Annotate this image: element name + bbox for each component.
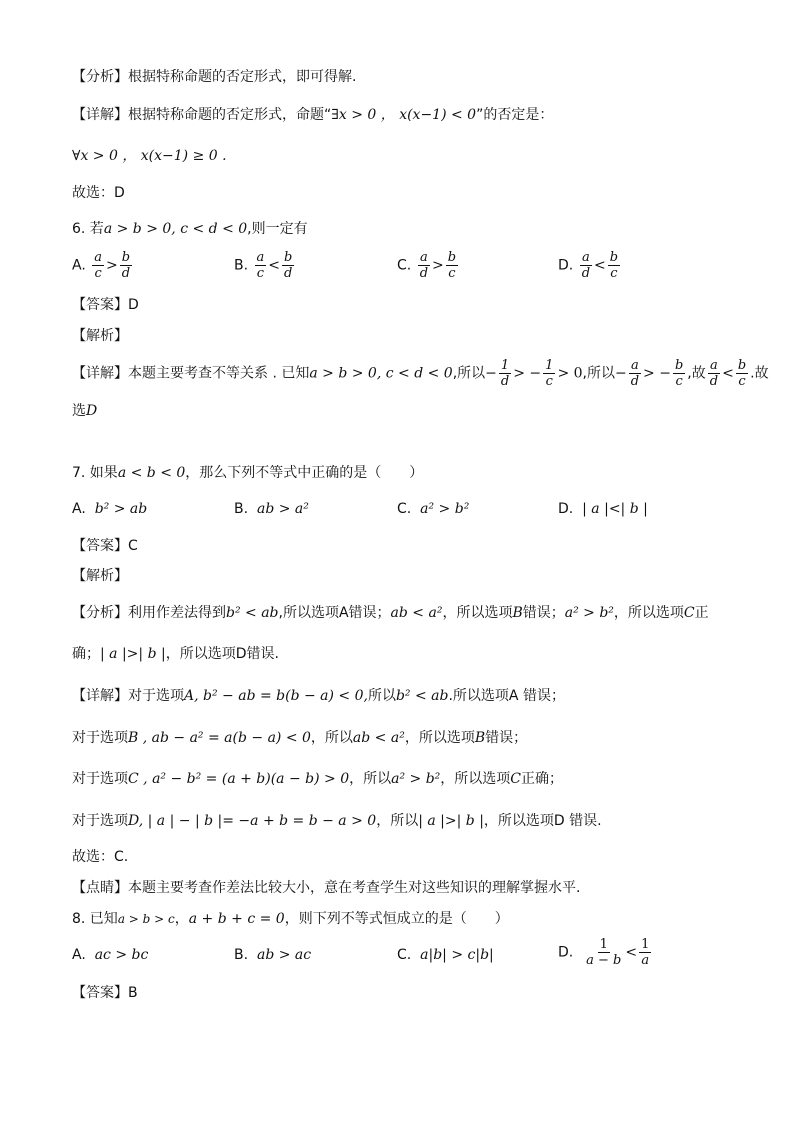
m: B bbox=[512, 605, 523, 621]
frac-den: c bbox=[675, 374, 683, 389]
m: B , ab − a² = a(b − a) < 0 bbox=[128, 730, 311, 746]
t: ，所以选项D错误. bbox=[165, 646, 279, 662]
t: 8. 已知 bbox=[72, 911, 118, 927]
q7-option-c: C. a² > b² bbox=[397, 501, 470, 517]
q7-analysis-1 bbox=[72, 604, 709, 622]
t: 对于选项 bbox=[72, 730, 128, 746]
detail-line bbox=[72, 106, 553, 124]
m: | a |>| b | bbox=[100, 646, 166, 662]
m: C bbox=[510, 771, 522, 787]
q8-option-c-text: a|b| > c|b| bbox=[420, 947, 494, 963]
q8-answer: 【答案】B bbox=[72, 985, 138, 1001]
frac-den: d bbox=[630, 374, 640, 389]
op: < bbox=[722, 365, 734, 382]
q7-comment: 【点睛】本题主要考查作差法比较大小，意在考查学生对这些知识的理解掌握水平. bbox=[72, 880, 581, 896]
analysis-line: 【分析】根据特称命题的否定形式，即可得解. bbox=[72, 69, 357, 85]
t: ，则下列不等式恒成立的是（ ） bbox=[284, 911, 509, 927]
neg: − bbox=[614, 365, 627, 382]
t: ，所以 bbox=[376, 813, 419, 829]
q6-detail bbox=[72, 358, 769, 389]
m: b² < ab bbox=[226, 605, 279, 621]
frac-num: a bbox=[581, 250, 590, 265]
m: C , a² − b² = (a + b)(a − b) > 0 bbox=[128, 771, 350, 787]
q7-detail-2 bbox=[72, 729, 527, 747]
op: < bbox=[268, 257, 281, 274]
q7-option-b: B. ab > a² bbox=[234, 501, 309, 517]
t: .所以选项A 错误； bbox=[448, 688, 565, 704]
m: b² < ab bbox=[395, 688, 449, 704]
t: 错误； bbox=[522, 605, 565, 621]
frac-num: a bbox=[94, 250, 102, 265]
t: 【分析】利用作差法得到 bbox=[72, 605, 226, 621]
q7-option-b-text: ab > a² bbox=[256, 501, 309, 517]
t: ，所以选项 bbox=[442, 605, 513, 621]
frac-num: b bbox=[609, 250, 619, 265]
q7-detail-4 bbox=[72, 812, 602, 830]
q8-option-b-text: ab > ac bbox=[256, 947, 312, 963]
q7-option-d: D. | a |<| b | bbox=[558, 501, 648, 517]
q6-option-b bbox=[234, 250, 296, 281]
t: ，所以选项 bbox=[440, 771, 511, 787]
q6-stem-end: ,则一定有 bbox=[247, 221, 308, 237]
op: > bbox=[106, 257, 118, 274]
question-6-stem bbox=[72, 220, 308, 238]
detail-text-end: ”的否定是： bbox=[476, 107, 554, 123]
q6-detail-end-text: 选 bbox=[72, 403, 86, 419]
m: a² > b² bbox=[391, 771, 441, 787]
q6-jiexi: 【解析】 bbox=[72, 328, 128, 344]
t: 错误； bbox=[485, 730, 528, 746]
q7-option-d-text: | a |<| b | bbox=[582, 501, 648, 517]
m: B bbox=[474, 730, 486, 746]
frac-den: d bbox=[284, 266, 293, 281]
op: < bbox=[594, 257, 606, 274]
frac-den: d bbox=[709, 374, 719, 389]
t: ，所以选项D 错误. bbox=[483, 813, 602, 829]
m: a > b > c bbox=[117, 912, 175, 926]
t: 所以 bbox=[367, 688, 396, 704]
q6-detail-text: 【详解】本题主要考查不等关系 . 已知 bbox=[72, 365, 310, 382]
m: A, b² − ab = b(b − a) < 0, bbox=[184, 688, 368, 704]
q6-stem-math: a > b > 0, c < d < 0 bbox=[103, 221, 248, 237]
m: a² > b² bbox=[564, 605, 614, 621]
frac-num: a bbox=[256, 250, 265, 265]
op: > bbox=[432, 257, 444, 274]
frac-num: a bbox=[631, 358, 639, 373]
m: a + b + c = 0 bbox=[188, 911, 285, 927]
q7-answer: 【答案】C bbox=[72, 538, 138, 554]
q7-option-a: A. b² > ab bbox=[72, 501, 148, 517]
frac-den: c bbox=[256, 266, 265, 281]
op: < bbox=[625, 944, 638, 961]
q8-option-d: D. $\frac{1}{a - b}$ < $\frac{1}{a}$ bbox=[558, 937, 650, 968]
q7-detail-3 bbox=[72, 770, 563, 788]
option-letter: C. bbox=[397, 257, 412, 274]
q7-stem-end: ，那么下列不等式中正确的是（ ） bbox=[185, 465, 424, 481]
q6-detail-text: ,所以 bbox=[452, 365, 486, 382]
option-letter: B. bbox=[234, 257, 249, 274]
q7-option-a-text: b² > ab bbox=[94, 501, 148, 517]
question-8-stem bbox=[72, 910, 509, 928]
question-7-stem bbox=[72, 464, 423, 482]
q7-choice: 故选：C. bbox=[72, 849, 129, 865]
t: 正确； bbox=[521, 771, 564, 787]
op: > 0 bbox=[557, 365, 583, 382]
frac-den: a bbox=[641, 953, 650, 968]
frac-num: 1 bbox=[545, 358, 554, 373]
op: > − bbox=[513, 365, 542, 382]
t: ，所以选项 bbox=[404, 730, 475, 746]
op: > − bbox=[643, 365, 671, 382]
q6-detail-math: a > b > 0, c < d < 0 bbox=[309, 365, 453, 382]
m: ab < a² bbox=[390, 605, 443, 621]
q6-detail-text: ,所以 bbox=[582, 365, 615, 382]
q8-option-b: B. ab > ac bbox=[234, 947, 312, 963]
option-letter: A. bbox=[72, 257, 86, 274]
math-expr: ∃x > 0 ， x(x−1) < 0 bbox=[331, 107, 477, 123]
q6-detail-end bbox=[72, 402, 97, 420]
m: C bbox=[683, 605, 695, 621]
neg: − bbox=[485, 365, 497, 382]
t: ，所以 bbox=[349, 771, 392, 787]
q6-option-d bbox=[558, 250, 622, 281]
t: 对于选项 bbox=[72, 771, 128, 787]
frac-den: c bbox=[610, 266, 618, 281]
t: 正 bbox=[694, 605, 709, 621]
frac-den: d bbox=[581, 266, 591, 281]
m: D, | a | − | b |= −a + b = b − a > 0 bbox=[128, 813, 377, 829]
frac-den: c bbox=[94, 266, 102, 281]
option-letter: D. bbox=[558, 257, 574, 274]
q7-stem-math: a < b < 0 bbox=[117, 465, 186, 481]
q8-option-a: A. ac > bc bbox=[72, 947, 149, 963]
q6-detail-text: ,故 bbox=[687, 365, 706, 382]
t: ,所以选项A错误； bbox=[278, 605, 391, 621]
q7-detail-1 bbox=[72, 687, 565, 705]
t: ，所以 bbox=[310, 730, 353, 746]
frac-num: b bbox=[674, 358, 684, 373]
m: ab < a² bbox=[352, 730, 405, 746]
t: 【详解】对于选项 bbox=[72, 688, 184, 704]
m: | a |>| b | bbox=[418, 813, 484, 829]
q7-analysis-2 bbox=[72, 645, 279, 663]
frac-den: d bbox=[500, 374, 510, 389]
frac-num: b bbox=[737, 358, 747, 373]
frac-num: 1 bbox=[500, 358, 510, 373]
choice-line: 故选：D bbox=[72, 185, 125, 201]
t: ， bbox=[174, 911, 189, 927]
q6-detail-text: .故 bbox=[750, 365, 769, 382]
frac-num: b bbox=[121, 250, 131, 265]
detail-text: 【详解】根据特称命题的否定形式，命题“ bbox=[72, 107, 332, 123]
frac-den: a − b bbox=[586, 953, 622, 968]
q8-option-c: C. a|b| > c|b| bbox=[397, 947, 494, 963]
frac-num: 1 bbox=[599, 937, 608, 952]
q7-jiexi: 【解析】 bbox=[72, 568, 128, 584]
q6-stem-text: 6. 若 bbox=[72, 221, 104, 237]
frac-den: d bbox=[419, 266, 429, 281]
t: 确； bbox=[72, 646, 100, 662]
t: ，所以选项 bbox=[613, 605, 684, 621]
q7-stem-text: 7. 如果 bbox=[72, 465, 118, 481]
frac-num: b bbox=[447, 250, 457, 265]
frac-num: a bbox=[710, 358, 718, 373]
q7-option-c-text: a² > b² bbox=[420, 501, 470, 517]
q6-answer: 【答案】D bbox=[72, 297, 139, 313]
t: 对于选项 bbox=[72, 813, 128, 829]
q6-option-a bbox=[72, 250, 134, 281]
frac-num: 1 bbox=[641, 937, 650, 952]
q8-option-a-text: ac > bc bbox=[94, 947, 149, 963]
frac-num: b bbox=[284, 250, 293, 265]
q6-detail-end-math: D bbox=[86, 403, 98, 419]
frac-den: c bbox=[738, 374, 746, 389]
q6-option-c bbox=[397, 250, 460, 281]
frac-den: c bbox=[448, 266, 456, 281]
negation-result: ∀x > 0 ， x(x−1) ≥ 0 . bbox=[72, 148, 227, 164]
frac-num: a bbox=[419, 250, 428, 265]
frac-den: c bbox=[545, 374, 553, 389]
frac-den: d bbox=[121, 266, 131, 281]
